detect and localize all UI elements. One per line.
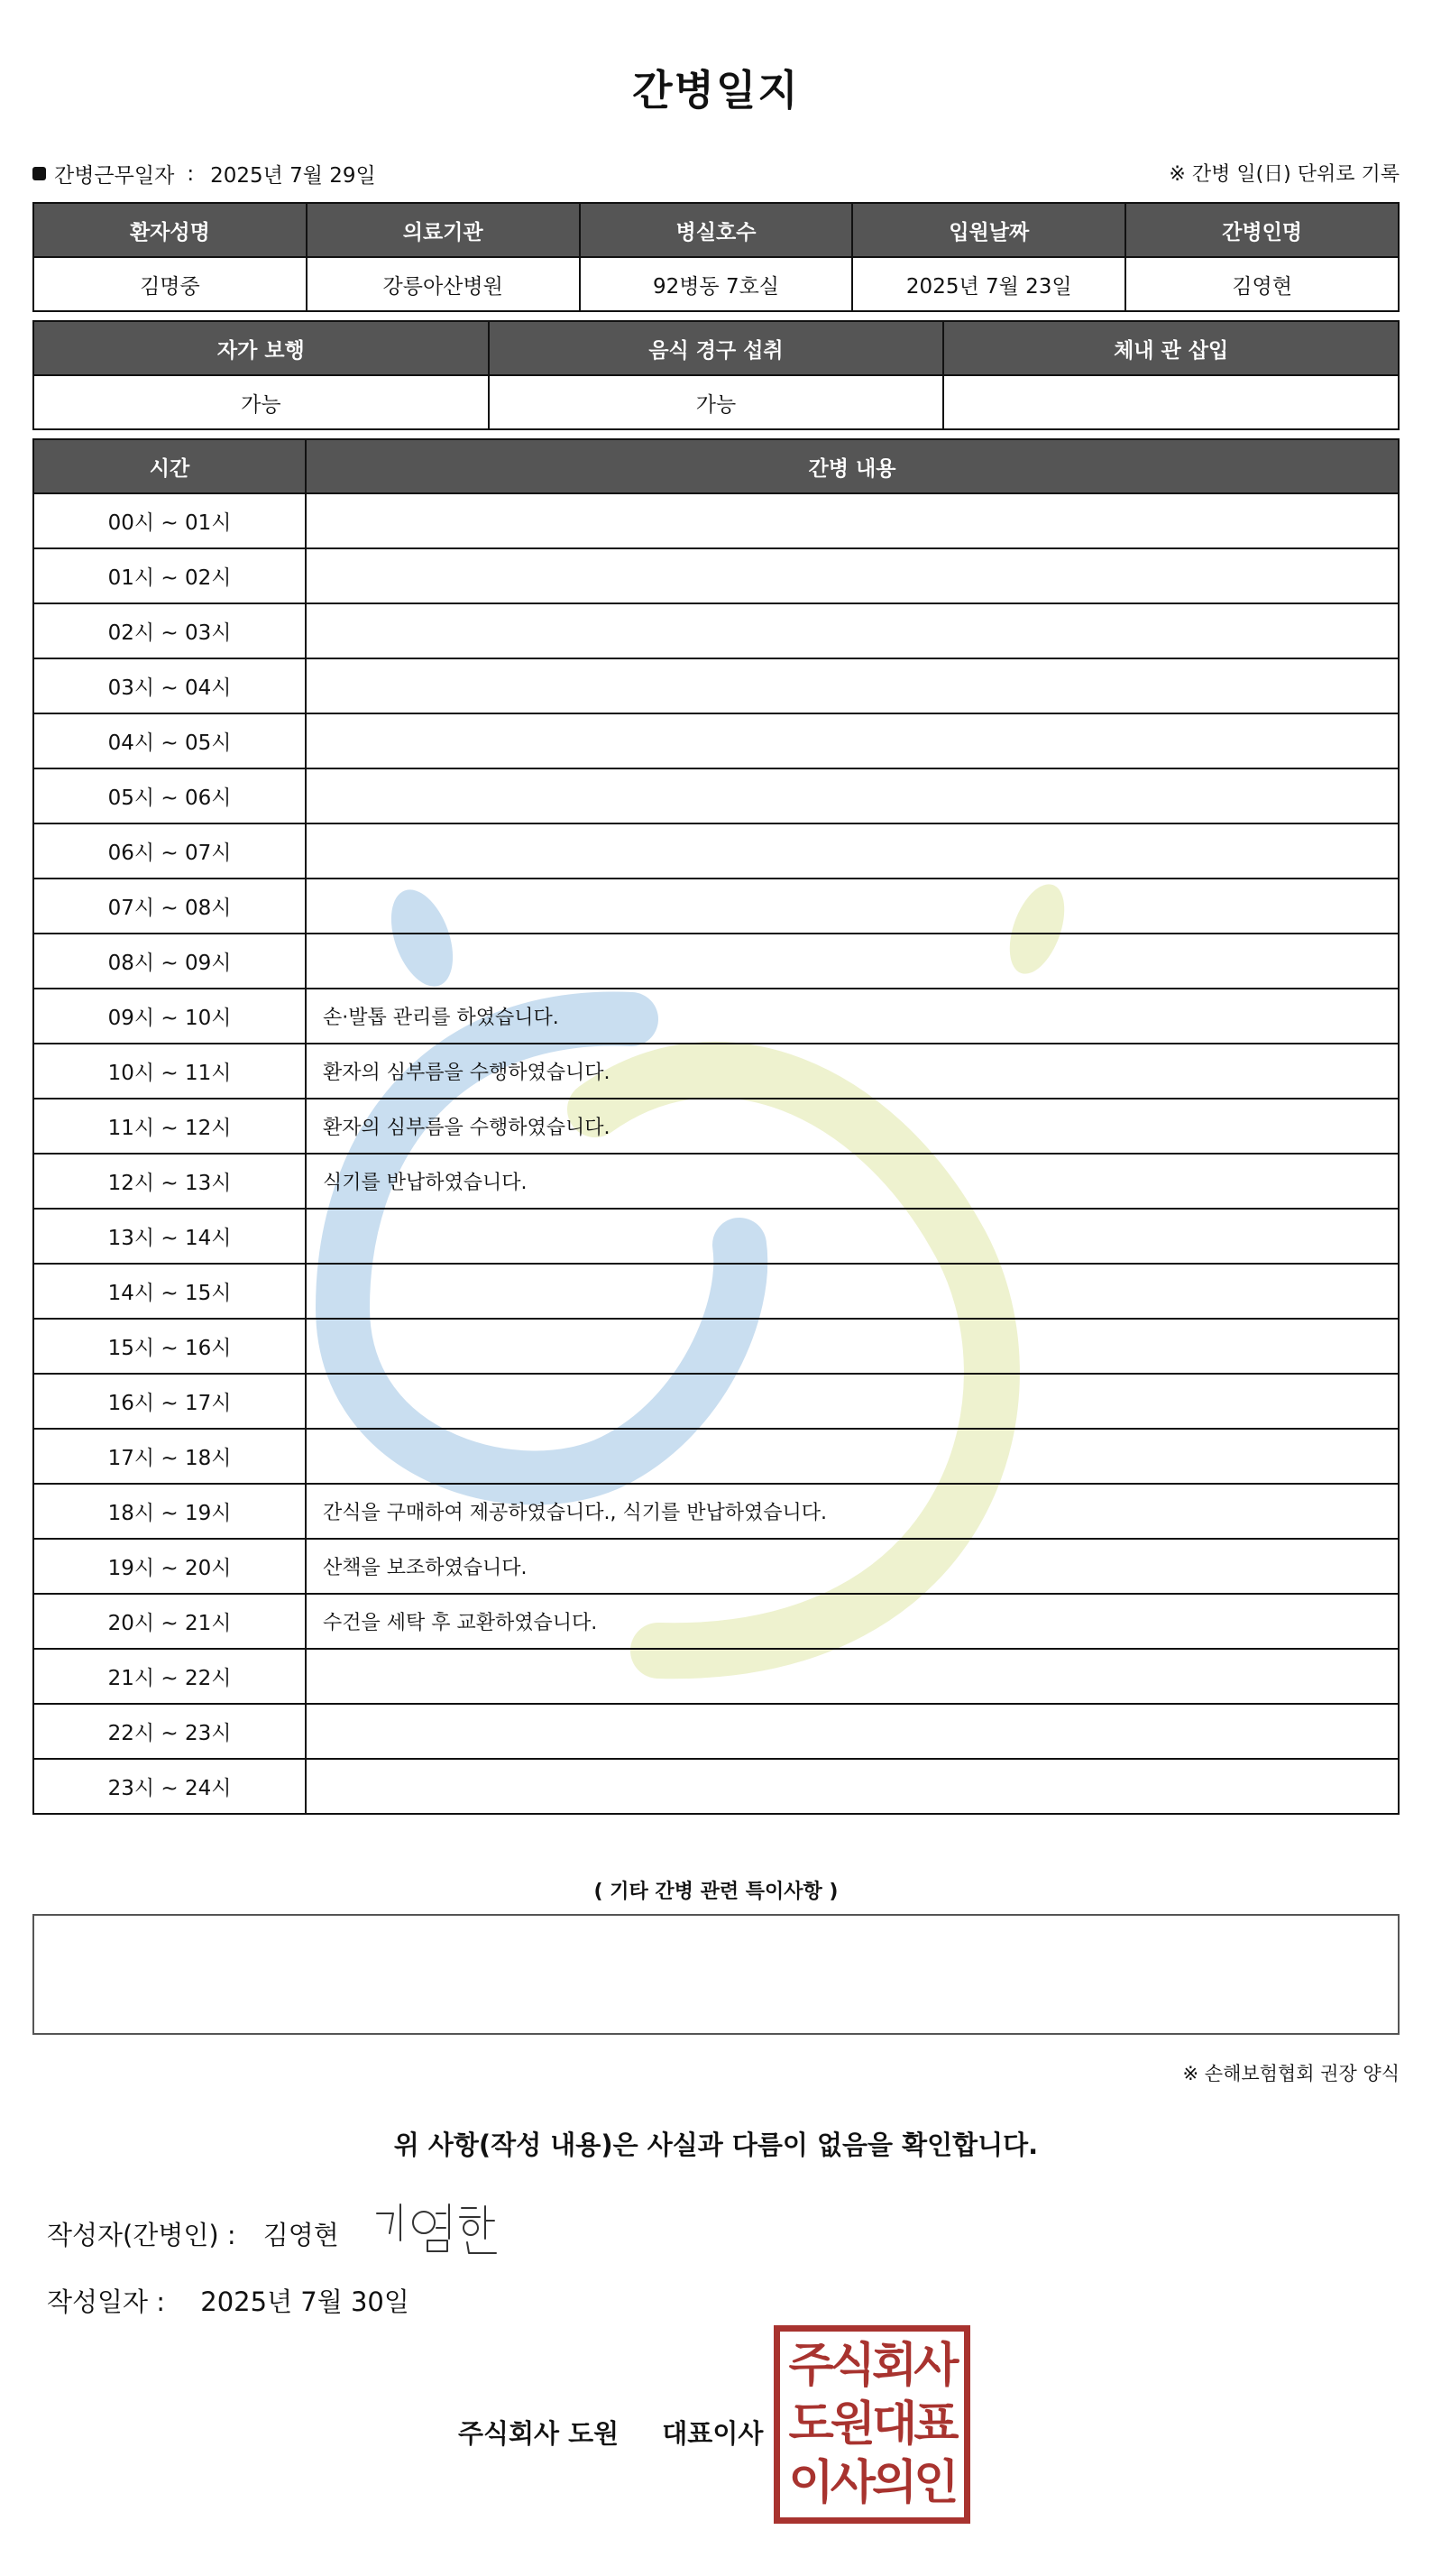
table-row [33,548,1399,603]
care-content [306,1319,1399,1374]
time-slot: 21시 ~ 22시 [33,1649,306,1704]
confirmation-statement: 위 사항(작성 내용)은 사실과 다름이 없음을 확인합니다. [393,2130,1039,2160]
write-date-label: 작성일자 : [47,2286,166,2317]
table-row [33,768,1399,823]
table-row [33,658,1399,713]
table-row [33,1759,1399,1814]
time-slot: 09시 ~ 10시 [33,989,306,1044]
admission-date: 2025년 7월 23일 [852,257,1125,311]
room: 92병동 7호실 [580,257,853,311]
writer-label: 작성자(간병인) : [47,2220,236,2250]
care-content: 식기를 반납하였습니다. [306,1154,1399,1209]
header-tube-insertion: 체내 관 삽입 [943,321,1399,375]
association-note: ※ 손해보험협회 권장 양식 [1182,2063,1400,2084]
table-row [33,934,1399,989]
time-slot: 05시 ~ 06시 [33,768,306,823]
writer-line [47,2215,339,2252]
care-content [306,768,1399,823]
table-row [33,1429,1399,1484]
time-slot: 18시 ~ 19시 [33,1484,306,1539]
header-time: 시간 [33,439,306,493]
company-name: 주식회사 도원 [458,2418,620,2449]
time-slot: 15시 ~ 16시 [33,1319,306,1374]
patient-name: 김명중 [33,257,307,311]
remarks-box [32,1914,1400,2035]
table-row [33,823,1399,879]
table-row [33,493,1399,548]
patient-status-table [32,320,1400,430]
care-content [306,1374,1399,1429]
work-date-separator: : [187,161,195,186]
header-self-walking: 자가 보행 [33,321,489,375]
time-slot: 08시 ~ 09시 [33,934,306,989]
work-date-label: 간병근무일자 [54,164,175,188]
care-content [306,713,1399,768]
work-date-value: 2025년 7월 29일 [210,164,376,188]
care-content [306,658,1399,713]
seal-line: 도원대표 [788,2397,956,2452]
care-content: 산책을 보조하였습니다. [306,1539,1399,1594]
care-content [306,1209,1399,1264]
table-row [33,1594,1399,1649]
table-row [33,1319,1399,1374]
time-slot: 16시 ~ 17시 [33,1374,306,1429]
care-content: 간식을 구매하여 제공하였습니다., 식기를 반납하였습니다. [306,1484,1399,1539]
care-content [306,1649,1399,1704]
time-slot: 12시 ~ 13시 [33,1154,306,1209]
tube-insertion [943,375,1399,429]
time-slot: 06시 ~ 07시 [33,823,306,879]
table-row [33,1649,1399,1704]
time-slot: 01시 ~ 02시 [33,548,306,603]
seal-line: 이사의인 [788,2455,956,2510]
handwritten-signature-icon [372,2194,516,2257]
header-patient-name: 환자성명 [33,203,307,257]
header-caregiver-name: 간병인명 [1125,203,1399,257]
header-admission-date: 입원날짜 [852,203,1125,257]
write-date-line [47,2282,409,2319]
care-content [306,1429,1399,1484]
oral-intake: 가능 [489,375,944,429]
care-content: 환자의 심부름을 수행하였습니다. [306,1099,1399,1154]
patient-info-table [32,202,1400,312]
table-row [33,603,1399,658]
time-slot: 04시 ~ 05시 [33,713,306,768]
time-slot: 07시 ~ 08시 [33,879,306,934]
table-row [33,1539,1399,1594]
company-ceo-title: 대표이사 [662,2418,764,2449]
table-row [33,1704,1399,1759]
table-row [33,1099,1399,1154]
care-content [306,934,1399,989]
time-slot: 23시 ~ 24시 [33,1759,306,1814]
table-row [33,1484,1399,1539]
time-slot: 22시 ~ 23시 [33,1704,306,1759]
table-row [33,989,1399,1044]
hospital: 강릉아산병원 [307,257,580,311]
care-content [306,1264,1399,1319]
care-content: 수건을 세탁 후 교환하였습니다. [306,1594,1399,1649]
care-content [306,1759,1399,1814]
time-slot: 02시 ~ 03시 [33,603,306,658]
seal-line: 주식회사 [788,2339,956,2394]
time-slot: 03시 ~ 04시 [33,658,306,713]
time-slot: 13시 ~ 14시 [33,1209,306,1264]
care-content [306,548,1399,603]
care-content [306,493,1399,548]
table-row [33,1154,1399,1209]
table-row [33,1209,1399,1264]
unit-note: ※ 간병 일(日) 단위로 기록 [1169,163,1400,186]
work-date [32,159,376,189]
time-slot: 17시 ~ 18시 [33,1429,306,1484]
table-row [33,1044,1399,1099]
company-line [458,2414,763,2451]
table-row [33,713,1399,768]
company-seal-stamp [774,2325,970,2524]
caregiver-name: 김영현 [1125,257,1399,311]
header-hospital: 의료기관 [307,203,580,257]
time-slot: 00시 ~ 01시 [33,493,306,548]
self-walking: 가능 [33,375,489,429]
table-row [33,1264,1399,1319]
header-care-content: 간병 내용 [306,439,1399,493]
time-slot: 10시 ~ 11시 [33,1044,306,1099]
care-content: 손·발톱 관리를 하였습니다. [306,989,1399,1044]
care-log-table [32,438,1400,1815]
time-slot: 11시 ~ 12시 [33,1099,306,1154]
header-room: 병실호수 [580,203,853,257]
care-content [306,823,1399,879]
header-oral-intake: 음식 경구 섭취 [489,321,944,375]
care-content: 환자의 심부름을 수행하였습니다. [306,1044,1399,1099]
time-slot: 14시 ~ 15시 [33,1264,306,1319]
care-content [306,1704,1399,1759]
time-slot: 20시 ~ 21시 [33,1594,306,1649]
bullet-square-icon [32,167,46,180]
care-log-rows [33,493,1399,1814]
care-content [306,603,1399,658]
table-row [33,1374,1399,1429]
writer-name: 김영현 [262,2220,339,2250]
write-date-value: 2025년 7월 30일 [200,2286,409,2317]
time-slot: 19시 ~ 20시 [33,1539,306,1594]
document-title: 간병일지 [632,66,800,115]
remarks-title: ( 기타 간병 관련 특이사항 ) [593,1881,839,1903]
care-content [306,879,1399,934]
table-row [33,879,1399,934]
